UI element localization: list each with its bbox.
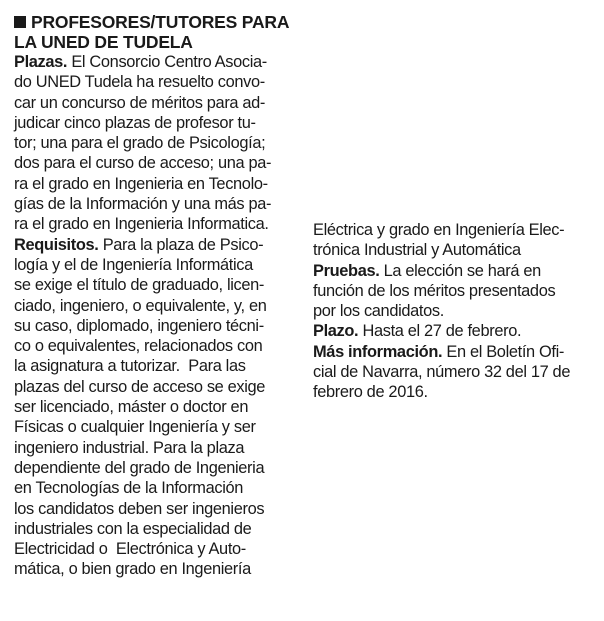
text-line (14, 499, 296, 519)
right-column (313, 220, 595, 403)
section-label: Más información. (313, 342, 443, 361)
line-text: dos para el curso de acceso; una pa- (14, 154, 272, 173)
text-line (14, 255, 296, 275)
line-text: función de los méritos presentados (313, 281, 556, 300)
text-line (14, 275, 296, 295)
text-line (313, 342, 595, 362)
line-text: tor; una para el grado de Psicología; (14, 134, 266, 153)
line-text: gías de la Información y una más pa- (14, 195, 272, 214)
line-text: mática, o bien grado en Ingeniería (14, 560, 251, 579)
line-text: Para la plaza de Psico- (98, 235, 264, 254)
section-label: Plazas. (14, 53, 68, 71)
text-line (14, 458, 296, 478)
right-column-body (313, 220, 595, 403)
left-column (14, 12, 296, 580)
text-line (313, 240, 595, 260)
line-text: febrero de 2016. (313, 383, 428, 402)
line-text: plazas del curso de acceso se exige (14, 377, 266, 396)
text-line (313, 382, 595, 402)
text-line (14, 174, 296, 194)
line-text: los candidatos deben ser ingenieros (14, 499, 265, 518)
text-line (14, 52, 296, 72)
line-text: car un concurso de méritos para ad- (14, 93, 266, 112)
line-text: ra el grado en Ingenieria Informatica. (14, 215, 269, 234)
line-text: judicar cinco plazas de profesor tu- (14, 113, 256, 132)
line-text: trónica Industrial y Automática (313, 241, 521, 260)
text-line (14, 133, 296, 153)
text-line (14, 296, 296, 316)
text-line (14, 478, 296, 498)
line-text: Físicas o cualquier Ingeniería y ser (14, 418, 256, 437)
line-text: ingeniero industrial. Para la plaza (14, 438, 245, 457)
line-text: la asignatura a tutorizar. Para las (14, 357, 246, 376)
heading-text-1: PROFESORES/TUTORES PARA (31, 12, 290, 32)
section-label: Requisitos. (14, 235, 99, 254)
text-line (14, 153, 296, 173)
section-label: Plazo. (313, 322, 359, 341)
text-line (14, 417, 296, 437)
text-line (313, 362, 595, 382)
line-text: ser licenciado, máster o doctor en (14, 398, 249, 417)
text-line (313, 261, 595, 281)
text-line (14, 519, 296, 539)
line-text: co o equivalentes, relacionados con (14, 337, 263, 356)
text-line (14, 194, 296, 214)
text-line (14, 539, 296, 559)
article-heading (14, 12, 296, 52)
line-text: en Tecnologías de la Información (14, 479, 244, 498)
text-line (14, 336, 296, 356)
text-line (14, 235, 296, 255)
line-text: industriales con la especialidad de (14, 519, 252, 538)
line-text: Eléctrica y grado en Ingeniería Elec- (313, 221, 565, 239)
line-text: logía y el de Ingeniería Informática (14, 255, 253, 274)
left-column-body (14, 52, 296, 580)
line-text: por los candidatos. (313, 302, 444, 321)
line-text: La elección se hará en (379, 261, 541, 280)
line-text: El Consorcio Centro Asocia- (67, 53, 267, 71)
line-text: Hasta el 27 de febrero. (358, 322, 522, 341)
line-text: do UNED Tudela ha resuelto convo- (14, 73, 265, 92)
text-line (313, 301, 595, 321)
heading-line-2: LA UNED DE TUDELA (14, 32, 193, 52)
text-line (14, 316, 296, 336)
square-bullet-icon (14, 16, 26, 28)
text-line (313, 220, 595, 240)
line-text: su caso, diplomado, ingeniero técni- (14, 316, 264, 335)
line-text: ra el grado en Ingenieria en Tecnolo- (14, 174, 268, 193)
heading-line-1 (14, 12, 296, 32)
line-text: cial de Navarra, número 32 del 17 de (313, 363, 571, 382)
line-text: En el Boletín Ofi- (442, 342, 565, 361)
text-line (14, 214, 296, 234)
text-line (14, 93, 296, 113)
line-text: Electricidad o Electrónica y Auto- (14, 540, 246, 559)
section-label: Pruebas. (313, 261, 380, 280)
text-line (14, 72, 296, 92)
text-line (313, 321, 595, 341)
line-text: dependiente del grado de Ingenieria (14, 458, 265, 477)
text-line (14, 559, 296, 579)
line-text: se exige el título de graduado, licen- (14, 276, 265, 295)
text-line (14, 356, 296, 376)
text-line (14, 438, 296, 458)
text-line (14, 397, 296, 417)
text-line (14, 377, 296, 397)
line-text: ciado, ingeniero, o equivalente, y, en (14, 296, 267, 315)
text-line (313, 281, 595, 301)
text-line (14, 113, 296, 133)
